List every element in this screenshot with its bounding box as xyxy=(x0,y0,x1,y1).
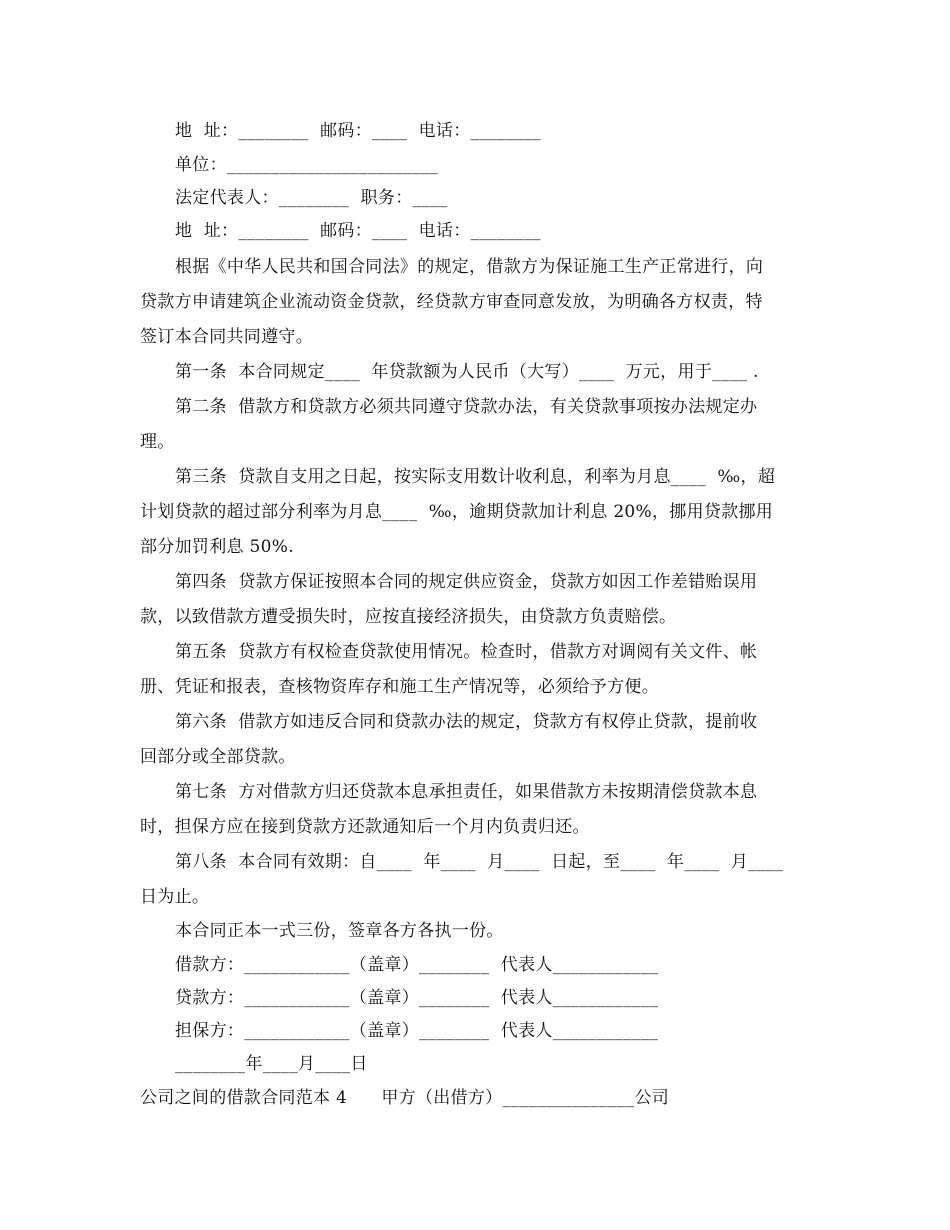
article-3-line-2: 计划贷款的超过部分利率为月息____ ‰，逾期贷款加计利息 20%，挪用贷款挪用 xyxy=(140,502,774,522)
next-contract-heading: 公司之间的借款合同范本 4 甲方（出借方）_______________公司 xyxy=(140,1088,670,1108)
legal-representative-line: 法定代表人：________ 职务：____ xyxy=(175,188,448,208)
article-7-line-2: 时，担保方应在接到贷款方还款通知后一个月内负责归还。 xyxy=(140,817,590,837)
article-4-line-2: 款，以致借款方遭受损失时，应按直接经济损失，由贷款方负责赔偿。 xyxy=(140,607,677,627)
preamble-line-1: 根据《中华人民共和国合同法》的规定，借款方为保证施工生产正常进行，向 xyxy=(175,257,764,277)
article-3-line-1: 第三条 贷款自支用之日起，按实际支用数计收利息，利率为月息____ ‰，超 xyxy=(175,467,776,487)
borrower-address-line: 地 址：________ 邮码：____ 电话：________ xyxy=(175,121,541,141)
article-2-line-1: 第二条 借款方和贷款方必须共同遵守贷款办法，有关贷款事项按办法规定办 xyxy=(175,397,758,417)
preamble-line-3: 签订本合同共同遵守。 xyxy=(140,327,313,347)
guarantor-signature-line: 担保方：____________（盖章）________ 代表人____________ xyxy=(175,1021,659,1041)
article-5-line-2: 册、凭证和报表，查核物资库存和施工生产情况等，必须给予方便。 xyxy=(140,677,659,697)
lender-signature-line: 贷款方：____________（盖章）________ 代表人____________ xyxy=(175,988,659,1008)
article-7-line-1: 第七条 方对借款方归还贷款本息承担责任，如果借款方未按期清偿贷款本息 xyxy=(175,782,758,802)
article-1: 第一条 本合同规定____ 年贷款额为人民币（大写）____ 万元，用于____ . xyxy=(175,362,759,382)
preamble-line-2: 贷款方申请建筑企业流动资金贷款，经贷款方审查同意发放，为明确各方权责，特 xyxy=(140,292,763,312)
article-8-line-2: 日为止。 xyxy=(140,887,210,907)
lender-unit-line: 单位：________________________ xyxy=(175,155,439,175)
article-6-line-2: 回部分或全部贷款。 xyxy=(140,747,296,767)
lender-address-line: 地 址：________ 邮码：____ 电话：________ xyxy=(175,221,541,241)
borrower-signature-line: 借款方：____________（盖章）________ 代表人____________ xyxy=(175,955,659,975)
article-8-line-1: 第八条 本合同有效期：自____ 年____ 月____ 日起，至____ 年____ 月____ xyxy=(175,852,784,872)
article-5-line-1: 第五条 贷款方有权检查贷款使用情况。检查时，借款方对调阅有关文件、帐 xyxy=(175,642,758,662)
article-2-line-2: 理。 xyxy=(140,432,175,452)
article-4-line-1: 第四条 贷款方保证按照本合同的规定供应资金，贷款方如因工作差错贻误用 xyxy=(175,572,758,592)
date-line: ________年____月____日 xyxy=(175,1054,368,1074)
article-3-line-3: 部分加罚利息 50%. xyxy=(140,537,294,557)
copies-clause: 本合同正本一式三份，签章各方各执一份。 xyxy=(175,921,504,941)
article-6-line-1: 第六条 借款方如违反合同和贷款办法的规定，贷款方有权停止贷款，提前收 xyxy=(175,712,758,732)
